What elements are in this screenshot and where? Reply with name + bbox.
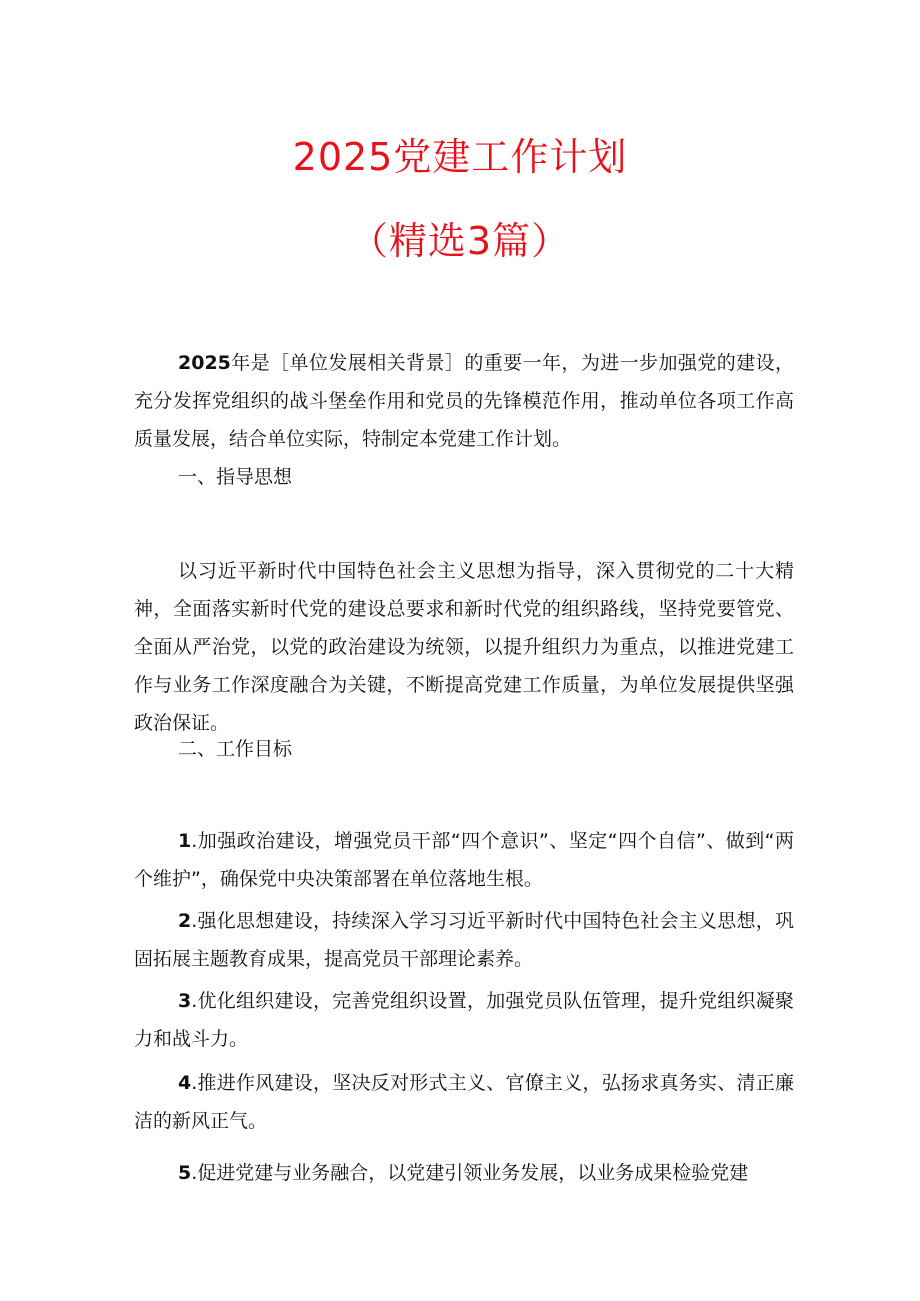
goal-item-3 — [134, 982, 794, 1058]
goal-item-number: 3 — [178, 990, 192, 1012]
document-title: 2025党建工作计划 — [292, 135, 628, 179]
section-heading-work-goals: 二、工作目标 — [178, 738, 293, 760]
goal-item-number: 2 — [178, 910, 192, 932]
goal-item-text: .优化组织建设，完善党组织设置，加强党员队伍管理，提升党组织凝聚力和战斗力。 — [134, 990, 794, 1050]
goal-item-text: .促进党建与业务融合，以党建引领业务发展，以业务成果检验党建 — [191, 1162, 749, 1184]
goal-item-number: 4 — [178, 1072, 192, 1094]
goal-item-4 — [134, 1064, 794, 1140]
document-subtitle: （精选3篇） — [349, 219, 571, 263]
goal-item-number: 5 — [178, 1162, 192, 1184]
goal-item-5 — [134, 1154, 794, 1192]
section-heading-guiding-ideology: 一、指导思想 — [178, 466, 293, 488]
goal-item-text: .推进作风建设，坚决反对形式主义、官僚主义，弘扬求真务实、清正廉洁的新风正气。 — [134, 1072, 794, 1132]
guiding-ideology-paragraph: 以习近平新时代中国特色社会主义思想为指导，深入贯彻党的二十大精神，全面落实新时代党的建设总要求和新时代党的组织路线，坚持党要管党、全面从严治党，以党的政治建设为统领，以提升组织力为重点，以推进党建工作与业务工作深度融合为关键，不断提高党建工作质量，为单位发展提供坚强政治保证。 — [134, 560, 794, 734]
intro-paragraph — [134, 344, 794, 458]
intro-year: 2025 — [178, 352, 231, 374]
goal-item-text: .强化思想建设，持续深入学习习近平新时代中国特色社会主义思想，巩固拓展主题教育成果，提高党员干部理论素养。 — [134, 910, 794, 970]
intro-text: 年是［单位发展相关背景］的重要一年，为进一步加强党的建设，充分发挥党组织的战斗堡垒作用和党员的先锋模范作用，推动单位各项工作高质量发展，结合单位实际，特制定本党建工作计划。 — [134, 352, 794, 450]
goal-item-2 — [134, 902, 794, 978]
goal-item-number: 1 — [178, 830, 192, 852]
goal-item-text: .加强政治建设，增强党员干部“四个意识”、坚定“四个自信”、做到“两个维护”，确保党中央决策部署在单位落地生根。 — [134, 830, 794, 890]
goal-item-1 — [134, 822, 794, 898]
